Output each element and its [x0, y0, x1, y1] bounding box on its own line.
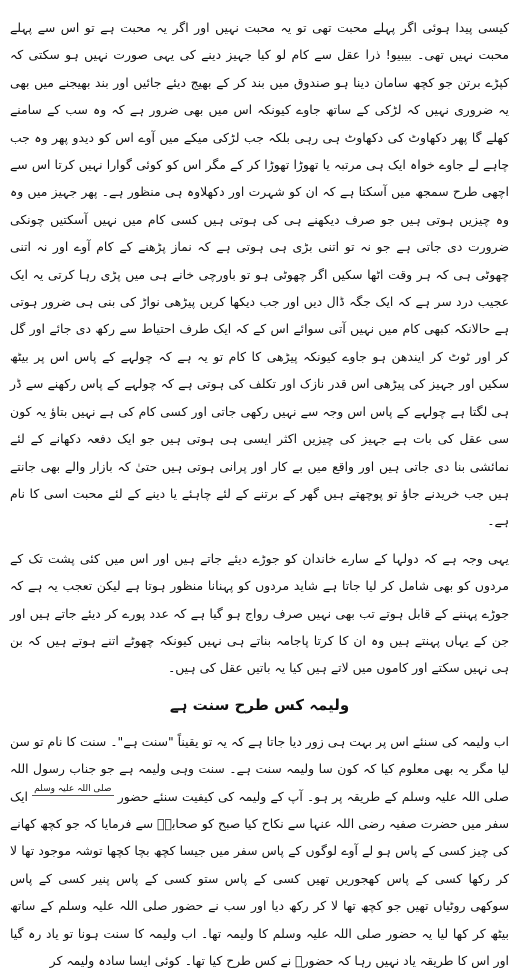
- paragraph-walima-part-2: ایک سفر میں حضرت صفیہ رضی اللہ عنہا سے نکاح کیا صبح کو صحابہؓ سے فرمایا کہ جو کچھ کھانے کی چیز کسی کے پاس ہو لے آوے لوگوں کے پاس سفر میں جیسا کچھ بچا کچھا توشہ موجود تھا لا کر رکھا کسی کے پاس کھجوریں تھیں کسی کے پاس ستو کسی کے پاس پنیر کسی کے پاس سوکھی روٹیاں تھیں جو کچھ تھا لا کر رکھ دیا اور سب نے حضور صلی اللہ علیہ وسلم کے ساتھ بیٹھ کر کھا لیا یہ حضور صلی اللہ علیہ وسلم کا ولیمہ تھا۔ اب ولیمہ کا سنت ہونا تو یاد رہ گیا اور اس کا طریقہ یاد نہیں رہا کہ حضورؐ نے کس طرح کیا تھا۔ کوئی ایسا سادہ ولیمہ کر: [10, 788, 509, 968]
- paragraph-walima-part-1: اب ولیمہ کی سنئے اس پر بہت ہی زور دیا جاتا ہے کہ یہ تو یقیناً "سنت ہے"۔ سنت کا نام تو سن لیا مگر یہ بھی معلوم کیا کہ کون سا ولیمہ سنت ہے۔ سنت وہی ولیمہ ہے جو جناب رسول اللہ صلی اللہ علیہ وسلم کے طریقہ پر ہو۔ آپ کے ولیمہ کی کیفیت سنئے حضور: [10, 733, 509, 804]
- section-heading: ولیمہ کس طرح سنت ہے: [169, 695, 350, 714]
- salutation-seal: صلی اللہ علیہ وسلم: [34, 783, 112, 794]
- paragraph-groom-clothes: یہی وجہ ہے کہ دولہا کے سارے خاندان کو جوڑے دیئے جاتے ہیں اور اس میں کئی پشت تک کے مردوں کو بھی شامل کر لیا جاتا ہے شاید مردوں کو پہنانا منظور ہوتا ہے لیکن تعجب یہ ہے کہ جوڑے پہننے کے قابل ہوتے تب بھی نہیں صرف رواج ہو گیا ہے کہ عدد پورے کر دیئے جاتے ہیں اور جن کے یہاں پہنتے ہیں وہ ان کا کرتا پاجامہ بناتے ہی نہیں کیونکہ چھوٹے اتنے ہوتے ہیں کہ بن ہی نہیں سکتے اور کاموں میں لاتے ہیں کیا یہ باتیں عقل کی ہیں۔: [10, 550, 509, 676]
- paragraph-dowry: کیسی پیدا ہوئی اگر پہلے محبت تھی تو یہ محبت نہیں اور اگر یہ محبت ہے تو اس سے پہلے محبت نہیں تھی۔ بیبیو! ذرا عقل سے کام لو کیا جہیز دینے کی یہی صورت نہیں ہو سکتی کہ کپڑے برتن جو کچھ سامان دینا ہو صندوق میں بند کر کے بھیج دیئے جائیں اور بند بھیجنے میں بھی یہ ضروری نہیں کہ لڑکی کے ساتھ جاوے کیونکہ اس میں بھی ضرور ہے کہ وہ سب کے سامنے کھلے گا پھر دکھاوٹ کی دکھاوٹ ہی رہی بلکہ جب لڑکی میکے میں آوے اس کو دیدو پھر وہ جب چاہے لے جاوے خواہ ایک ہی مرتبہ یا تھوڑا تھوڑا کر کے مگر اس کو کوئی گوارا نہیں کرتا اس سے اچھی طرح سمجھ میں آسکتا ہے کہ ان کو شہرت اور دکھلاوہ ہی منظور ہے۔ پھر جہیز میں وہ وہ چیزیں ہوتی ہیں جو صرف دیکھنے ہی کی ہوتی ہیں کسی کام میں نہیں آسکتیں چونکی ضرورت دی جاتی ہے جو نہ تو اتنی بڑی ہی ہوتی ہے کہ نماز پڑھنے کے کام آوے اور نہ اتنی چھوٹی ہی کہ ہر وقت اٹھا سکیں اگر چھوٹی ہو تو باورچی خانے ہی میں پڑی رہا کرتی یہ ایک عجیب درد سر ہے کہ ایک جگہ ڈال دیں اور جب دیکھا کریں پیڑھی نواڑ کی بنی ہی ضرور ہوتی ہے حالانکہ کبھی کام میں نہیں آتی سوائے اس کے کہ ایک طرف احتیاط سے رکھ دی جائے اور گل کر اور ٹوٹ کر ایندھن ہو جاوے کیونکہ پیڑھی کا کام تو یہ ہے کہ چولہے کے پاس اس پر بیٹھ سکیں اور جہیز کی پیڑھی اس قدر نازک اور تکلف کی ہوتی ہے کہ چولہے کے پاس رکھنے سے ڈر ہی لگتا ہے چولہے کے پاس اس وجہ سے نہیں رکھی جاتی اور کسی کام کی ہے نہیں بتاؤ یہ کون سی عقل کی بات ہے جہیز کی چیزیں اکثر ایسی ہی ہوتی ہیں جو ایک دفعہ دکھانے کے لئے نمائشی بنا دی جاتی ہیں اور واقع میں بے کار اور پرانی ہوتی ہیں حتیٰ کہ بازار والے بھی جانتے ہیں جب خریدنے جاؤ تو پوچھتے ہیں گھر کے برتنے کے لئے چاہئے یا دینے کے لئے محبت اسی کا نام ہے۔: [10, 20, 509, 529]
- paragraph-walima: [10, 728, 509, 974]
